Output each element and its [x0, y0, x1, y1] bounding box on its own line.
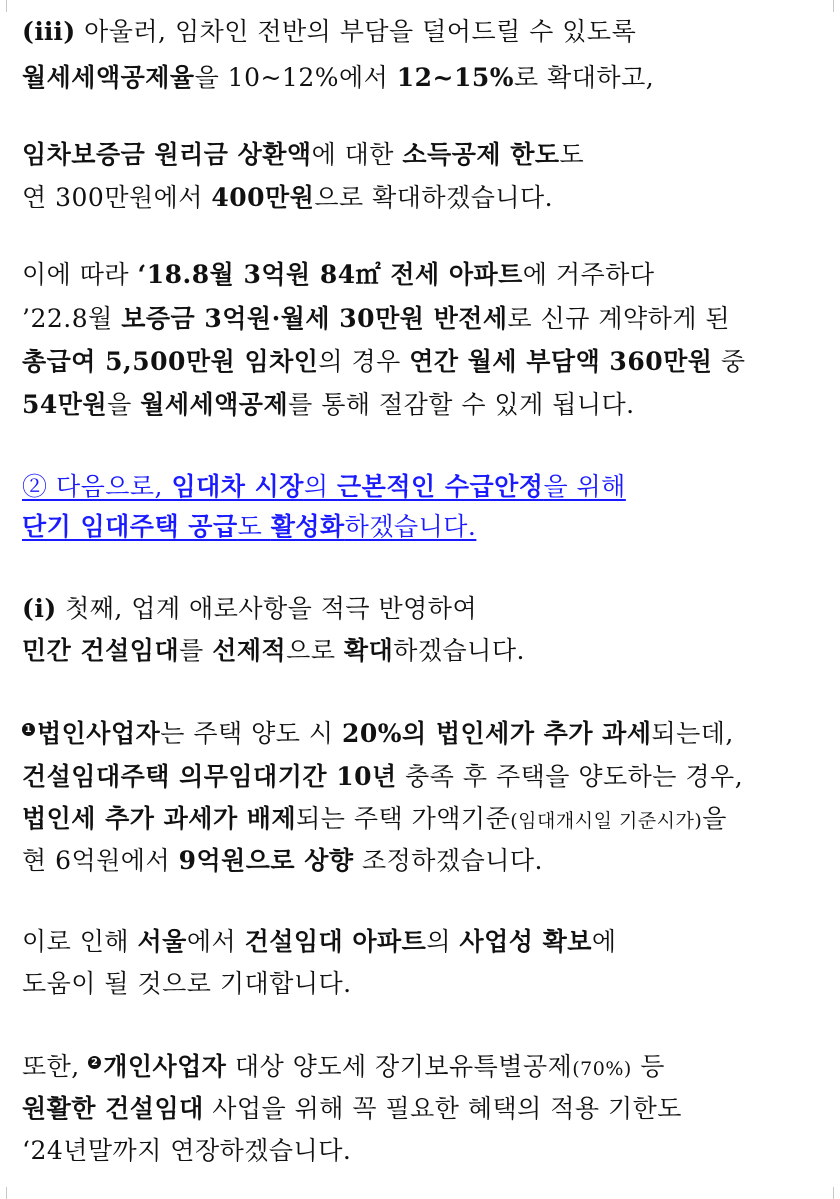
- text-run: 도: [237, 512, 271, 541]
- text-run: 으로 확대하겠습니다.: [314, 183, 554, 212]
- page-corner-mark: [821, 1187, 834, 1199]
- emphasis-text: 총급여 5,500만원 임차인: [22, 347, 319, 376]
- text-run: 을: [107, 390, 141, 419]
- emphasis-text: 400만원: [211, 183, 315, 212]
- text-run: 충족 후 주택을 양도하는 경우,: [396, 762, 744, 791]
- text-run: 에: [591, 927, 617, 956]
- text-run: 등: [631, 1052, 665, 1081]
- text-run: 의: [426, 927, 460, 956]
- text-run: 되는데,: [651, 719, 734, 748]
- text-run: 현 6억원에서: [22, 846, 179, 875]
- text-run: ‘24년말까지 연장하겠습니다.: [22, 1136, 352, 1165]
- page-corner-mark: [6, 0, 19, 12]
- text-run: 에 대한: [311, 140, 403, 169]
- text-run: 도움이 될 것으로 기대합니다.: [22, 969, 352, 998]
- text-line: [22, 181, 553, 215]
- emphasis-text: 소득공제 한도: [402, 140, 560, 169]
- emphasis-text: 54만원: [22, 390, 108, 419]
- text-run: 는 주택 양도 시: [160, 719, 342, 748]
- text-run: 중: [712, 347, 746, 376]
- text-run: 으로: [286, 636, 344, 665]
- emphasis-text: 법인사업자: [37, 719, 161, 748]
- emphasis-text: 임대차 시장: [171, 472, 304, 501]
- text-run: 에서: [186, 927, 245, 956]
- text-run: 의: [303, 472, 338, 501]
- emphasis-text: 법인세 추가 과세가 배제: [22, 804, 297, 833]
- text-line: [22, 717, 734, 751]
- text-run: 첫째, 업계 애로사항을 적극 반영하여: [56, 594, 478, 623]
- text-run: 의 경우: [318, 347, 410, 376]
- emphasis-text: 근본적인 수급안정: [337, 472, 544, 501]
- text-run: 하겠습니다.: [393, 636, 525, 665]
- circled-number-marker: 1: [22, 723, 35, 736]
- text-run: 하겠습니다.: [344, 512, 477, 541]
- emphasis-text: 원활한 건설임대: [22, 1094, 204, 1123]
- emphasis-text: 9억원으로 상향: [178, 846, 354, 875]
- text-run: ② 다음으로,: [22, 472, 172, 501]
- page-corner-mark: [6, 1187, 19, 1199]
- emphasis-text: 개인사업자: [103, 1052, 227, 1081]
- circled-number-marker: 2: [88, 1056, 101, 1069]
- emphasis-text: 단기 임대주택 공급: [22, 512, 238, 541]
- text-run: 이에 따라: [22, 260, 138, 289]
- list-marker: (ⅰ): [22, 594, 57, 623]
- text-run: 대상 양도세 장기보유특별공제: [226, 1052, 573, 1081]
- text-run: 을 10~12%에서: [194, 63, 397, 92]
- emphasis-text: 사업성 확보: [459, 927, 592, 956]
- emphasis-text: 건설임대주택 의무임대기간 10년: [22, 762, 397, 791]
- text-run: 조정하겠습니다.: [353, 846, 544, 875]
- text-line: [22, 1050, 665, 1086]
- text-line: [22, 302, 730, 336]
- emphasis-text: 민간 건설임대: [22, 636, 180, 665]
- text-run: 아울러, 임차인 전반의 부담을 덜어드릴 수 있도록: [75, 17, 637, 46]
- emphasis-text: 확대: [343, 636, 394, 665]
- text-line: [22, 15, 636, 49]
- list-marker: (ⅲ): [22, 17, 76, 46]
- parenthetical-note: (70%): [572, 1058, 632, 1080]
- text-run: 되는 주택 가액기준: [296, 804, 511, 833]
- text-run: 로 신규 계약하게 된: [507, 304, 731, 333]
- text-line: [22, 967, 352, 1001]
- text-line: [22, 470, 626, 504]
- emphasis-text: 월세세액공제: [140, 390, 289, 419]
- text-line: [22, 510, 476, 544]
- text-run: 도: [559, 140, 585, 169]
- emphasis-text: 건설임대 아파트: [244, 927, 427, 956]
- emphasis-text: 서울: [137, 927, 187, 956]
- emphasis-text: 연간 월세 부담액 360만원: [409, 347, 713, 376]
- text-run: 을 위해: [543, 472, 626, 501]
- emphasis-text: ‘18.8월 3억원 84㎡ 전세 아파트: [137, 260, 523, 289]
- text-line: [22, 592, 477, 626]
- parenthetical-note: (임대개시일 기준시가): [510, 810, 703, 832]
- emphasis-text: 12~15%: [396, 63, 515, 92]
- text-line: [22, 345, 746, 379]
- emphasis-text: 보증금 3억원·월세 30만원 반전세: [121, 304, 508, 333]
- emphasis-text: 선제적: [212, 636, 287, 665]
- text-line: [22, 634, 525, 668]
- text-line: [22, 802, 727, 838]
- text-line: [22, 138, 584, 172]
- text-line: [22, 925, 617, 959]
- text-run: 에 거주하다: [522, 260, 655, 289]
- text-run: 를 통해 절감할 수 있게 됩니다.: [288, 390, 635, 419]
- text-line: [22, 1092, 682, 1126]
- text-run: ’22.8월: [22, 304, 122, 333]
- text-run: 을: [702, 804, 727, 833]
- text-run: 또한,: [22, 1052, 89, 1081]
- text-line: [22, 258, 655, 292]
- text-run: 로 확대하고,: [514, 63, 655, 92]
- text-run: 를: [179, 636, 213, 665]
- text-run: 연 300만원에서: [22, 183, 212, 212]
- text-run: 이로 인해: [22, 927, 138, 956]
- emphasis-text: 임차보증금 원리금 상환액: [22, 140, 312, 169]
- text-line: [22, 388, 635, 422]
- emphasis-text: 활성화: [270, 512, 345, 541]
- page-corner-mark: [821, 0, 834, 12]
- emphasis-text: 20%의 법인세가 추가 과세: [341, 719, 652, 748]
- text-run: 사업을 위해 꼭 필요한 혜택의 적용 기한도: [203, 1094, 682, 1123]
- text-line: [22, 844, 543, 878]
- text-line: [22, 1134, 351, 1168]
- text-line: [22, 61, 654, 95]
- emphasis-text: 월세세액공제율: [22, 63, 195, 92]
- text-line: [22, 760, 743, 794]
